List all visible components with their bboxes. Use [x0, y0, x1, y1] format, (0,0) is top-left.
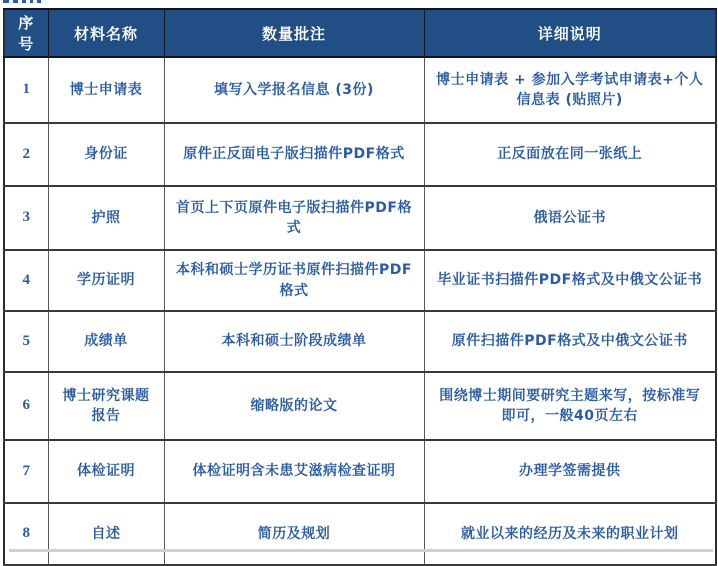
- cell-detail: 毕业证书扫描件PDF格式及中俄文公证书: [424, 250, 716, 311]
- cell-quantity-note: 填写入学报名信息 (3份): [164, 57, 424, 123]
- table-bottom-shadow: [9, 549, 713, 552]
- cell-detail: 就业以来的经历及未来的职业计划: [424, 503, 716, 565]
- cell-no: 5: [4, 311, 48, 372]
- cell-material-name: 身份证: [48, 123, 164, 186]
- cell-quantity-note: 简历及规划: [164, 503, 424, 565]
- cell-no: 8: [4, 503, 48, 565]
- table-header-row: [4, 9, 716, 57]
- cell-detail: 办理学签需提供: [424, 440, 716, 503]
- cell-quantity-note: 首页上下页原件电子版扫描件PDF格式: [164, 186, 424, 250]
- cell-material-name: 学历证明: [48, 250, 164, 311]
- cell-quantity-note: 原件正反面电子版扫描件PDF格式: [164, 123, 424, 186]
- cell-material-name: 护照: [48, 186, 164, 250]
- cell-no: 3: [4, 186, 48, 250]
- cell-material-name: 体检证明: [48, 440, 164, 503]
- clipped-text-fragment: [3, 0, 63, 4]
- cell-detail: 围绕博士期间要研究主题来写，按标准写即可，一般40页左右: [424, 372, 716, 440]
- cell-detail: 正反面放在同一张纸上: [424, 123, 716, 186]
- header-cell-material-name: 材料名称: [48, 9, 164, 57]
- cell-material-name: 博士申请表: [48, 57, 164, 123]
- cell-no: 7: [4, 440, 48, 503]
- cell-quantity-note: 体检证明含未患艾滋病检查证明: [164, 440, 424, 503]
- cell-quantity-note: 本科和硕士阶段成绩单: [164, 311, 424, 372]
- table-row: [4, 311, 716, 372]
- header-cell-detail: 详细说明: [424, 9, 716, 57]
- cell-no: 6: [4, 372, 48, 440]
- cell-material-name: 自述: [48, 503, 164, 565]
- cell-no: 4: [4, 250, 48, 311]
- cell-quantity-note: 缩略版的论文: [164, 372, 424, 440]
- materials-table: [3, 8, 717, 566]
- cell-detail: 原件扫描件PDF格式及中俄文公证书: [424, 311, 716, 372]
- cell-material-name: 成绩单: [48, 311, 164, 372]
- cell-quantity-note: 本科和硕士学历证书原件扫描件PDF格式: [164, 250, 424, 311]
- header-cell-no: 序号: [4, 9, 48, 57]
- cell-no: 2: [4, 123, 48, 186]
- cell-no: 1: [4, 57, 48, 123]
- table-row: [4, 123, 716, 186]
- header-cell-quantity-note: 数量批注: [164, 9, 424, 57]
- cell-detail: 俄语公证书: [424, 186, 716, 250]
- cell-material-name: 博士研究课题报告: [48, 372, 164, 440]
- cell-detail: 博士申请表 + 参加入学考试申请表+个人信息表 (贴照片): [424, 57, 716, 123]
- table-row: [4, 250, 716, 311]
- table-row: [4, 372, 716, 440]
- table-row: [4, 186, 716, 250]
- table-row: [4, 57, 716, 123]
- table-row: [4, 440, 716, 503]
- table-row: [4, 503, 716, 565]
